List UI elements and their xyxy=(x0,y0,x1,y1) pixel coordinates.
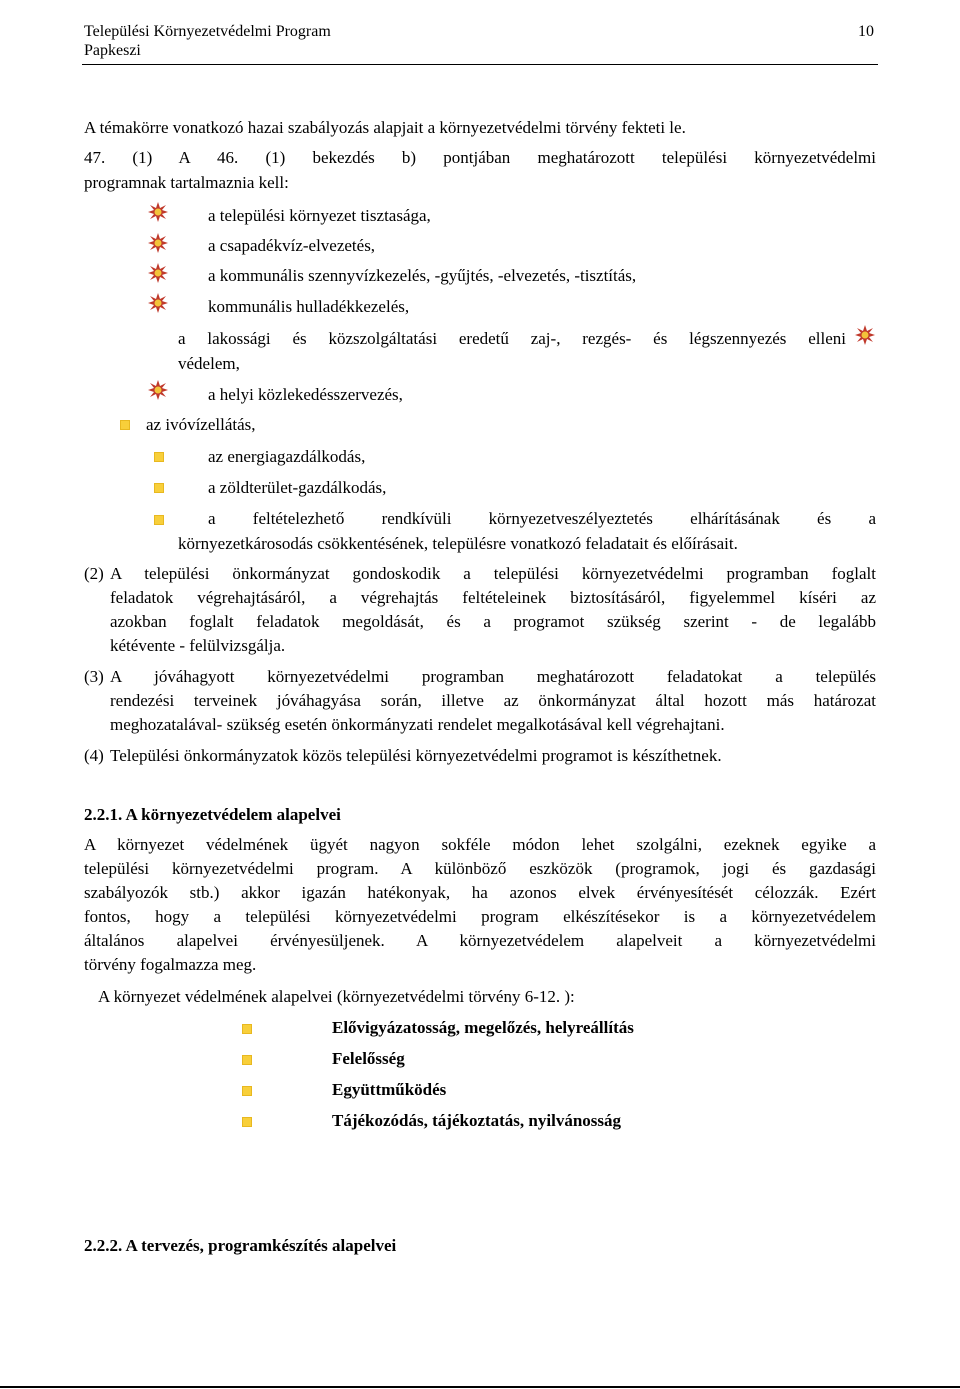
para4-text: Települési önkormányzatok közös települési környezetvédelmi programot is készíthetnek. xyxy=(110,746,722,765)
para2-number: (2) xyxy=(84,564,104,583)
para3-line: rendezési terveinek jóváhagyása során, illetve az önkormányzat által hozott más határozat xyxy=(110,691,876,710)
intro-line-1: A témakörre vonatkozó hazai szabályozás alapjait a környezetvédelmi törvény fekteti le. xyxy=(84,118,686,137)
square-bullet-icon xyxy=(242,1055,252,1065)
para2-line: feladatok végrehajtásáról, a végrehajtás feltételeinek biztosításáról, figyelemmel kíséri az xyxy=(110,588,876,607)
list-item: a zöldterület-gazdálkodás, xyxy=(208,478,387,497)
square-bullet-icon xyxy=(120,420,130,430)
section-221-line: törvény fogalmazza meg. xyxy=(84,955,257,974)
square-bullet-icon xyxy=(154,483,164,493)
principle-item: Felelősség xyxy=(332,1049,405,1068)
hazard-line-1: a feltételezhető rendkívüli környezetveszélyeztetés elhárításának és a xyxy=(208,509,876,528)
section-221-line: A környezet védelmének ügyét nagyon sokféle módon lehet szolgálni, ezeknek egyike a xyxy=(84,835,876,854)
section-222-heading: 2.2.2. A tervezés, programkészítés alapelvei xyxy=(84,1236,397,1255)
noise-line-1: a lakossági és közszolgáltatási eredetű zaj-, rezgés- és légszennyezés elleni xyxy=(178,329,846,348)
header-title: Települési Környezetvédelmi Program xyxy=(84,23,331,40)
gear-bullet-icon xyxy=(148,233,168,253)
gear-bullet-icon xyxy=(148,293,168,313)
section-221-line: általános alapelvei érvényesüljenek. A környezetvédelem alapelveit a környezetvédelmi xyxy=(84,931,876,950)
section-221-line: települési környezetvédelmi program. A különböző eszközök (programok, jogi és gazdasági xyxy=(84,859,876,878)
gear-bullet-icon xyxy=(148,263,168,283)
square-bullet-icon xyxy=(154,515,164,525)
header-location: Papkeszi xyxy=(84,42,141,59)
header-rule xyxy=(82,64,878,65)
principle-item: Együttműködés xyxy=(332,1080,447,1099)
list-item: kommunális hulladékkezelés, xyxy=(208,297,410,316)
section-221-line: szabályozók stb.) akkor igazán hatékonyak, ha azonos elvek érvényesítését célozzák. Ezért xyxy=(84,883,876,902)
intro-line-2: 47. (1) A 46. (1) bekezdés b) pontjában meghatározott települési környezetvédelmi xyxy=(84,148,876,167)
list-item: az energiagazdálkodás, xyxy=(208,447,366,466)
noise-line-2: védelem, xyxy=(178,354,240,373)
para2-line: azokban foglalt feladatok megoldását, és a programot szükség szerint - de legalább xyxy=(110,612,876,631)
principles-intro: A környezet védelmének alapelvei (környezetvédelmi törvény 6-12. ): xyxy=(98,987,575,1006)
section-221-heading: 2.2.1. A környezetvédelem alapelvei xyxy=(84,805,341,824)
para4-number: (4) xyxy=(84,746,104,765)
square-bullet-icon xyxy=(154,452,164,462)
page-bottom-rule xyxy=(0,1386,960,1388)
section-221-line: fontos, hogy a települési környezetvédelmi program elkészítésekor is a környezetvédelem xyxy=(84,907,876,926)
traffic-item: a helyi közlekedésszervezés, xyxy=(208,385,403,404)
para3-line: meghozatalával- szükség esetén önkormányzati rendelet megalkotásával kell végrehajtani. xyxy=(110,715,725,734)
para2-line: kétévente - felülvizsgálja. xyxy=(110,636,286,655)
gear-bullet-icon xyxy=(148,380,168,400)
para3-line: A jóváhagyott környezetvédelmi programban meghatározott feladatokat a település xyxy=(110,667,876,686)
intro-line-3: programnak tartalmaznia kell: xyxy=(84,173,289,192)
water-item: az ivóvízellátás, xyxy=(146,415,256,434)
page-number: 10 xyxy=(858,23,874,40)
para3-number: (3) xyxy=(84,667,104,686)
square-bullet-icon xyxy=(242,1086,252,1096)
list-item: a kommunális szennyvízkezelés, -gyűjtés, -elvezetés, -tisztítás, xyxy=(208,266,637,285)
gear-bullet-icon xyxy=(148,202,168,222)
para2-line: A települési önkormányzat gondoskodik a települési környezetvédelmi programban foglalt xyxy=(110,564,876,583)
hazard-line-2: környezetkárosodás csökkentésének, településre vonatkozó feladatait és előírásait. xyxy=(178,534,738,553)
principle-item: Elővigyázatosság, megelőzés, helyreállítás xyxy=(332,1018,634,1037)
gear-bullet-icon xyxy=(855,325,875,345)
principle-item: Tájékozódás, tájékoztatás, nyilvánosság xyxy=(332,1111,622,1130)
square-bullet-icon xyxy=(242,1117,252,1127)
list-item: a települési környezet tisztasága, xyxy=(208,206,431,225)
square-bullet-icon xyxy=(242,1024,252,1034)
list-item: a csapadékvíz-elvezetés, xyxy=(208,236,376,255)
